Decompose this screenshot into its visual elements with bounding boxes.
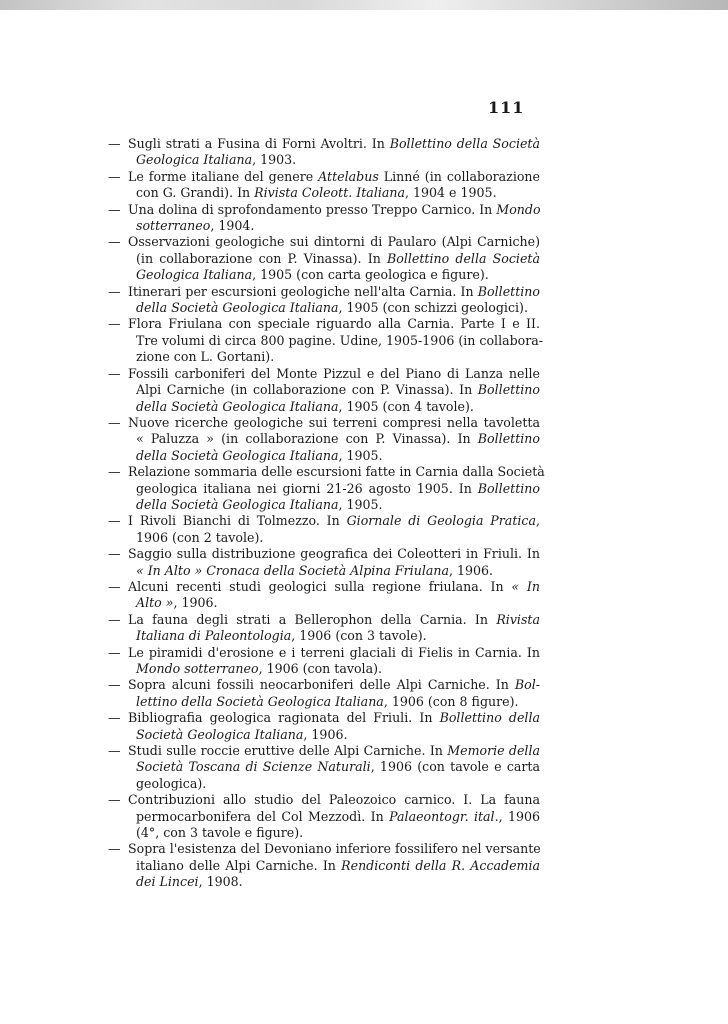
entry-line	[108, 497, 540, 513]
publication-title: « In	[511, 578, 540, 594]
entry-dash: —	[108, 316, 121, 332]
entry-dash: —	[108, 710, 121, 726]
entry-line	[108, 694, 540, 710]
publication-title: Rivista Coleott. Italiana	[254, 185, 405, 201]
entry-dash: —	[108, 792, 121, 808]
entry-text: , 1906 (con tavole e carta	[370, 759, 540, 775]
entry-text: Relazione sommaria delle escursioni fatte in Carnia dalla Società	[128, 464, 545, 480]
entry-line	[108, 645, 540, 661]
bibliography-entry	[108, 612, 540, 645]
entry-text: Alpi Carniche (in collaborazione con P. Vinassa). In	[136, 382, 478, 398]
entry-line	[108, 152, 540, 168]
entry-line	[108, 251, 540, 267]
bibliography-entry	[108, 513, 540, 546]
bibliography-entry	[108, 202, 540, 235]
entry-line	[108, 464, 545, 480]
entry-text: Contribuzioni allo studio del Paleozoico carnico. I. La fauna	[128, 792, 540, 808]
entry-line	[108, 332, 544, 349]
entry-text: Tre volumi di circa 800 pagine. Udine, 1905-1906 (in collabora-	[136, 332, 544, 348]
entry-line	[108, 710, 540, 726]
entry-text: Una dolina di sprofondamento presso Treppo Carnico. In	[128, 201, 497, 217]
scan-edge	[0, 0, 728, 10]
entry-line	[108, 563, 540, 579]
entry-line	[108, 677, 540, 693]
publication-title: Bollettino	[477, 382, 540, 398]
publication-title: della Società Geologica Italiana	[136, 300, 339, 316]
entry-line	[108, 743, 540, 759]
entry-dash: —	[108, 414, 121, 430]
entry-text: , 1906.	[448, 562, 494, 578]
entry-line	[108, 530, 540, 546]
entry-line	[108, 448, 540, 464]
bibliography-entry	[108, 464, 545, 513]
publication-title: Mondo sotterraneo	[136, 661, 259, 676]
entry-text: Le piramidi d'erosione e i terreni glaciali di Fielis in Carnia. In	[128, 644, 540, 660]
bibliography-entry	[108, 792, 540, 841]
entry-line	[108, 481, 540, 497]
publication-title: Bol-	[514, 677, 540, 693]
publication-title: sotterraneo	[136, 218, 211, 234]
publication-title: Giornale di Geologia Pratica	[346, 513, 536, 529]
entry-line	[108, 284, 540, 300]
entry-text: , 1906.	[303, 726, 348, 742]
entry-line	[108, 267, 540, 283]
entry-line	[108, 513, 540, 529]
entry-dash: —	[108, 464, 121, 480]
publication-title: Mondo	[496, 201, 541, 217]
publication-title: Bollettino	[477, 283, 540, 299]
entry-line	[108, 727, 540, 743]
entry-dash: —	[108, 513, 121, 529]
entry-text: geologica italiana nei giorni 21-26 agosto 1905. In	[136, 480, 478, 496]
entry-text: , 1905.	[338, 496, 383, 512]
entry-line	[108, 185, 540, 201]
page-number: 111	[488, 98, 525, 117]
entry-text: italiano delle Alpi Carniche. In	[136, 857, 342, 873]
entry-dash: —	[108, 234, 121, 250]
publication-title: Geologica Italiana	[136, 267, 253, 283]
bibliography-entry	[108, 645, 540, 678]
entry-dash: —	[108, 168, 121, 184]
publication-title: della Società Geologica Italiana	[136, 496, 339, 512]
entry-line	[108, 825, 540, 841]
entry-line	[108, 399, 540, 415]
publication-title: della Società Geologica Italiana	[136, 447, 339, 463]
entry-line	[108, 874, 540, 890]
bibliography-entry	[108, 546, 540, 579]
bibliography-entry	[108, 169, 540, 202]
entry-text: , 1905 (con carta geologica e figure).	[252, 267, 489, 283]
entry-text: (in collaborazione con P. Vinassa). In	[136, 250, 388, 266]
bibliography-entry	[108, 366, 540, 415]
entry-text: Studi sulle roccie eruttive delle Alpi Carniche. In	[128, 743, 448, 759]
publication-title: Rendiconti della R. Accademia	[341, 857, 540, 873]
entry-line	[108, 234, 540, 250]
entry-text: Itinerari per escursioni geologiche nell'alta Carnia. In	[128, 283, 478, 299]
publication-title: « In Alto » Cronaca della Società Alpina Friulana	[136, 562, 449, 578]
entry-text: « Paluzza » (in collaborazione con P. Vinassa). In	[136, 431, 478, 447]
entry-text: Linné (in collaborazione	[378, 168, 540, 184]
bibliography-entry	[108, 415, 540, 464]
publication-title: Palaeontogr. ital.	[389, 808, 499, 824]
publication-title: Rivista	[496, 611, 540, 627]
bibliography-entry	[108, 579, 540, 612]
entry-text: Sopra l'esistenza del Devoniano inferiore fossilifero nel versante	[128, 841, 541, 857]
publication-title: Bollettino	[477, 431, 540, 447]
bibliography-entry	[108, 234, 540, 283]
publication-title: Società Toscana di Scienze Naturali	[136, 759, 371, 775]
entry-line	[108, 809, 540, 825]
entry-text: , 1904 e 1905.	[405, 185, 497, 201]
bibliography-entry	[108, 284, 540, 317]
entry-dash: —	[108, 677, 121, 693]
entry-text: ,	[535, 513, 540, 529]
entry-text: Flora Friulana con speciale riguardo alla Carnia. Parte I e II.	[128, 316, 540, 332]
entry-line	[108, 595, 540, 611]
entry-text: , 1905.	[338, 447, 383, 463]
entry-text: geologica).	[136, 775, 207, 791]
entry-text: Alcuni recenti studi geologici sulla regione friulana. In	[128, 578, 512, 594]
entry-text: Bibliografia geologica ragionata del Friuli. In	[128, 710, 440, 726]
entry-text: , 1906 (con tavola).	[258, 661, 383, 676]
entry-line	[108, 841, 540, 857]
entry-dash: —	[108, 546, 121, 562]
entry-dash: —	[108, 136, 121, 151]
publication-title: Memorie della	[447, 743, 540, 759]
entry-text: Nuove ricerche geologiche sui terreni compresi nella tavoletta	[128, 414, 540, 430]
entry-dash: —	[108, 283, 121, 299]
entry-line	[108, 169, 540, 185]
publication-title: Attelabus	[318, 168, 379, 184]
entry-text: zione con L. Gortani).	[136, 349, 275, 365]
entry-text: , 1906	[498, 808, 541, 824]
entry-line	[108, 546, 540, 562]
entry-dash: —	[108, 365, 121, 381]
entry-text: permocarbonifera del Col Mezzodì. In	[136, 808, 390, 824]
entry-line	[108, 792, 540, 808]
entry-line	[108, 349, 540, 365]
entry-text: I Rivoli Bianchi di Tolmezzo. In	[128, 513, 347, 529]
entry-text: (4°, con 3 tavole e figure).	[136, 825, 304, 841]
publication-title: Italiana di Paleontologia	[136, 628, 292, 644]
entry-dash: —	[108, 644, 121, 660]
entry-text: , 1905 (con 4 tavole).	[338, 398, 474, 414]
entry-line	[108, 136, 540, 152]
bibliography-entry	[108, 841, 540, 890]
entry-line	[108, 300, 540, 316]
entry-text: , 1908.	[198, 874, 243, 890]
entry-text: , 1904.	[210, 218, 255, 234]
entry-line	[108, 628, 540, 644]
entry-line	[108, 382, 540, 398]
publication-title: Bollettino della Società	[387, 250, 540, 266]
publication-title: Geologica Italiana	[136, 152, 253, 168]
entry-line	[108, 759, 540, 775]
entry-text: , 1906 (con 8 figure).	[383, 693, 519, 709]
publication-title: Società Geologica Italiana	[136, 726, 304, 742]
entry-line	[108, 366, 540, 382]
bibliography-entry	[108, 710, 540, 743]
entry-text: Sopra alcuni fossili neocarboniferi delle Alpi Carniche. In	[128, 677, 515, 693]
entry-dash: —	[108, 743, 121, 759]
entry-text: Fossili carboniferi del Monte Pizzul e del Piano di Lanza nelle	[128, 365, 540, 381]
publication-title: Alto »	[136, 595, 174, 611]
entry-line	[108, 661, 540, 677]
bibliography-entry	[108, 743, 540, 792]
bibliography-list	[108, 136, 545, 891]
publication-title: Bollettino della Società	[389, 136, 540, 151]
entry-text: La fauna degli strati a Bellerophon della Carnia. In	[128, 611, 497, 627]
entry-dash: —	[108, 578, 121, 594]
entry-line	[108, 218, 540, 234]
entry-line	[108, 415, 540, 431]
entry-dash: —	[108, 611, 121, 627]
publication-title: lettino della Società Geologica Italiana	[136, 693, 384, 709]
bibliography-entry	[108, 136, 540, 169]
entry-text: con G. Grandi). In	[136, 185, 255, 201]
entry-line	[108, 202, 540, 218]
entry-line	[108, 776, 540, 792]
bibliography-entry	[108, 316, 544, 365]
publication-title: Bollettino	[477, 480, 540, 496]
entry-text: , 1906.	[173, 595, 218, 611]
publication-title: dei Lincei	[136, 874, 199, 890]
entry-text: Saggio sulla distribuzione geografica dei Coleotteri in Friuli. In	[128, 546, 540, 562]
entry-dash: —	[108, 201, 121, 217]
bibliography-entry	[108, 677, 540, 710]
entry-line	[108, 858, 540, 874]
entry-dash: —	[108, 841, 121, 857]
entry-text: Le forme italiane del genere	[128, 168, 319, 184]
publication-title: Bollettino della	[439, 710, 540, 726]
entry-line	[108, 579, 540, 595]
publication-title: della Società Geologica Italiana	[136, 398, 339, 414]
entry-line	[108, 612, 540, 628]
entry-text: , 1903.	[252, 152, 297, 168]
entry-line	[108, 316, 540, 332]
entry-text: 1906 (con 2 tavole).	[136, 529, 264, 545]
entry-text: Sugli strati a Fusina di Forni Avoltri. In	[128, 136, 390, 151]
entry-text: , 1906 (con 3 tavole).	[291, 628, 427, 644]
entry-text: , 1905 (con schizzi geologici).	[338, 300, 528, 316]
entry-text: Osservazioni geologiche sui dintorni di Paularo (Alpi Carniche)	[128, 234, 540, 250]
entry-line	[108, 431, 540, 447]
